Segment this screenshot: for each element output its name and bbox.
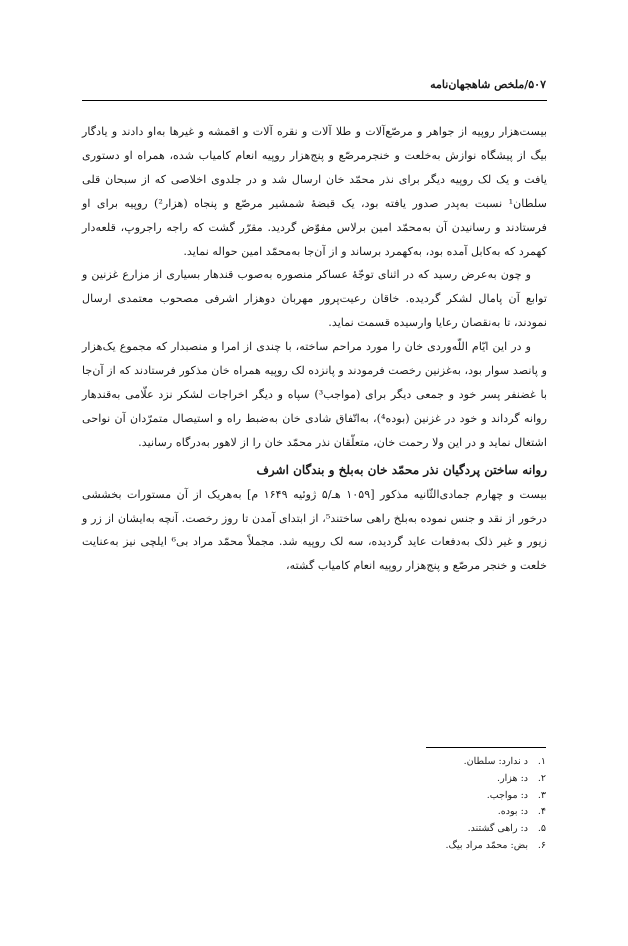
footnote-4 [246, 804, 546, 821]
running-header: ۵۰۷/ملخص شاهجهان‌نامه [430, 78, 546, 91]
footnote-text: بض: محمّد مراد بیگ. [445, 839, 528, 851]
footnote-number: ۲. [537, 772, 546, 784]
footnote-number: ۵. [537, 823, 546, 835]
footnote-1 [246, 754, 546, 771]
footnote-text: د: هزار. [497, 772, 528, 784]
footnote-text: د ندارد: سلطان. [463, 756, 528, 767]
footnote-6 [246, 838, 546, 855]
paragraph-3: و در این ایّام اللّه‌وردی خان را مورد مراحم ساخته، با چندی از امرا و منصبدار که مجموع یک‌هزار و پانصد سوار بود، به‌غزنین رخصت فرمودند و پانزده لک روپیه همراه خان مذکور فرستادند که از آن‌جا با غضنفر پسر خود و جمعی دیگر برای (مواجب³) سپاه و دیگر اخراجات لشکر نزد علّامی به‌قندهار روانه گرداند و خود در غزنین (بوده⁴)، به‌اتّفاق شادی خان به‌ضبط راه و استیصال متمرّدان آن نواحی اشتغال نماید و در این ولا رحمت خان، متعلّقان نذر محمّد خان را از لاهور به‌درگاه رسانید. [82, 340, 547, 449]
footnote-rule [426, 747, 546, 748]
footnote-2 [246, 771, 546, 788]
footnote-number: ۳. [537, 789, 546, 801]
footnote-5 [246, 821, 546, 838]
footnotes [246, 754, 546, 855]
section-paragraph: بیست و چهارم جمادی‌الثّانیه مذکور [۱۰۵۹ هـ/۵ ژوئیه ۱۶۴۹ م] به‌هریک از آن مستورات بخششی درخور از نقد و جنس نموده به‌بلخ راهی ساختند⁵، از ابتدای آمدن تا روز رخصت. آنچه به‌ایشان از زر و زیور و غیر ذلک به‌دفعات عاید گردیده، سه لک روپیه شد. مجملاً محمّد مراد بی⁶ ایلچی نیز به‌عنایت خلعت و خنجر مرصّع و پنج‌هزار روپیه انعام کامیاب گشته، [82, 487, 547, 573]
section-heading: روانه ساختن پردگیان نذر محمّد خان به‌بلخ و بندگان اشرف [256, 462, 547, 477]
main-text [82, 120, 547, 578]
footnote-text: د: مواجب. [486, 789, 528, 801]
footnote-number: ۶. [537, 839, 546, 851]
paragraph-2: و چون به‌عرض رسید که در اثنای توجّهٔ عساکر منصوره به‌صوب قندهار بسیاری از مزارع غزنین و توابع آن پامال لشکر گردیده. خاقان رعیت‌پرور مهربان دوهزار اشرفی مصحوب معتمدی ارسال نمودند، تا به‌نقصان رعایا وارسیده قسمت نماید. [82, 268, 547, 330]
footnote-3 [246, 788, 546, 805]
footnote-number: ۱. [537, 756, 546, 767]
footnote-text: د: راهی گشتند. [467, 823, 528, 835]
footnote-text: د: بوده. [497, 806, 528, 818]
footnote-number: ۴. [537, 806, 546, 818]
paragraph-1: بیست‌هزار روپیه از جواهر و مرصّع‌آلات و طلا آلات و نقره آلات و اقمشه و غیرها به‌او دادند و یادگار بیگ از پیشگاه نوازش به‌خلعت و خنجرمرصّع و پنج‌هزار روپیه انعام کامیاب شده، همراه او دستوری یافت و یک لک روپیه دیگر برای نذر محمّد خان ارسال شد و در جلدوی اخلاصی که از سبحان قلی سلطان¹ نسبت به‌پدر صدور یافته بود، یک قبضهٔ شمشیر مرصّع و پنجاه (هزار²) روپیه برای او فرستادند و رسانیدن آن به‌محمّد امین برلاس مفوّض گردید. مقرّر گشت که راجه راجروپ، قلعه‌دار کهمرد که به‌کابل آمده بود، به‌کهمرد برساند و از آن‌جا به‌محمّد امین حواله نماید. [82, 125, 547, 258]
header-rule [82, 100, 547, 101]
